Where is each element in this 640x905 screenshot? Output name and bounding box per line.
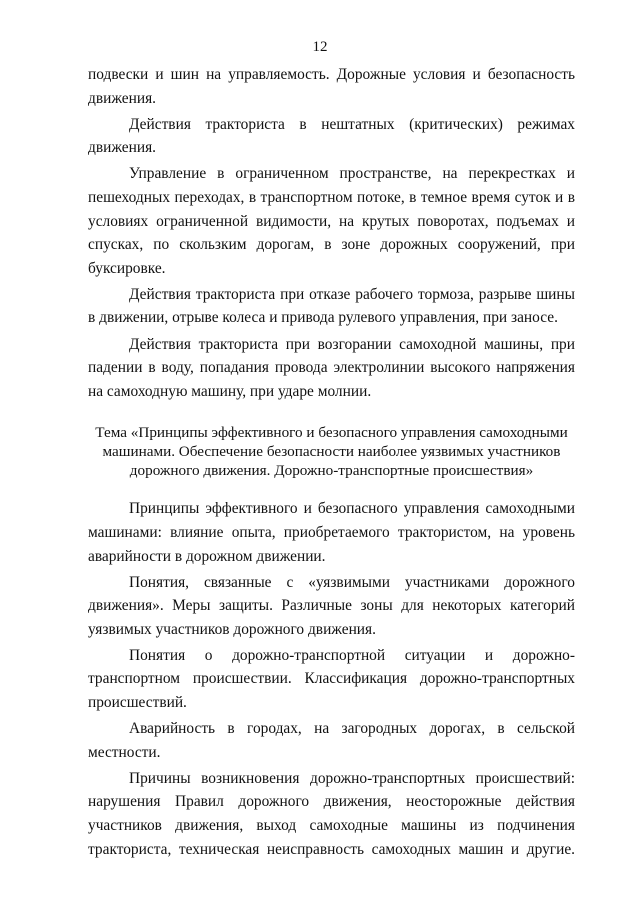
paragraph: Принципы эффективного и безопасного управления самоходными машинами: влияние опыта, приобретаемого трактористом, на уровень аварийности в дорожном движении. (88, 500, 575, 565)
paragraph-continuation: подвески и шин на управляемость. Дорожные условия и безопасность движения. (88, 66, 575, 107)
paragraph: Аварийность в городах, на загородных дорогах, в сельской местности. (88, 720, 575, 761)
paragraph: Действия тракториста при отказе рабочего тормоза, разрыве шины в движении, отрыве колеса и привода рулевого управления, при заносе. (88, 285, 575, 327)
paragraph: Действия тракториста в нештатных (критических) режимах движения. (88, 115, 575, 157)
paragraph: Действия тракториста при возгорании самоходной машины, при падении в воду, попадания провода электролинии высокого напряжения на самоходную машину, при ударе молнии. (88, 335, 575, 400)
page-number: 12 (312, 39, 328, 55)
topic-heading: Тема «Принципы эффективного и безопасного управления самоходными машинами. Обеспечение безопасности наиболее уязвимых участников дорожного движения. Дорожно-транспортные происшествия» (95, 424, 568, 480)
paragraph: Понятия о дорожно-транспортной ситуации и дорожно-транспортном происшествии. Классификация дорожно-транспортных происшествий. (88, 646, 575, 712)
paragraph: Причины возникновения дорожно-транспортных происшествий: нарушения Правил дорожного движения, неосторожные действия участников движения, выход самоходные машины из подчинения тракториста, техническая неисправность самоходных машин и другие. (88, 769, 575, 858)
paragraph: Понятия, связанные с «уязвимыми участниками дорожного движения». Меры защиты. Различные зоны для некоторых категорий уязвимых участников дорожного движения. (88, 573, 575, 638)
document-body (88, 63, 575, 861)
paragraph: Управление в ограниченном пространстве, на перекрестках и пешеходных переходах, в транспортном потоке, в темное время суток и в условиях ограниченной видимости, на крутых поворотах, подъемах и спусках, по скользким дорогам, в зоне дорожных сооружений, при буксировке. (88, 165, 575, 277)
